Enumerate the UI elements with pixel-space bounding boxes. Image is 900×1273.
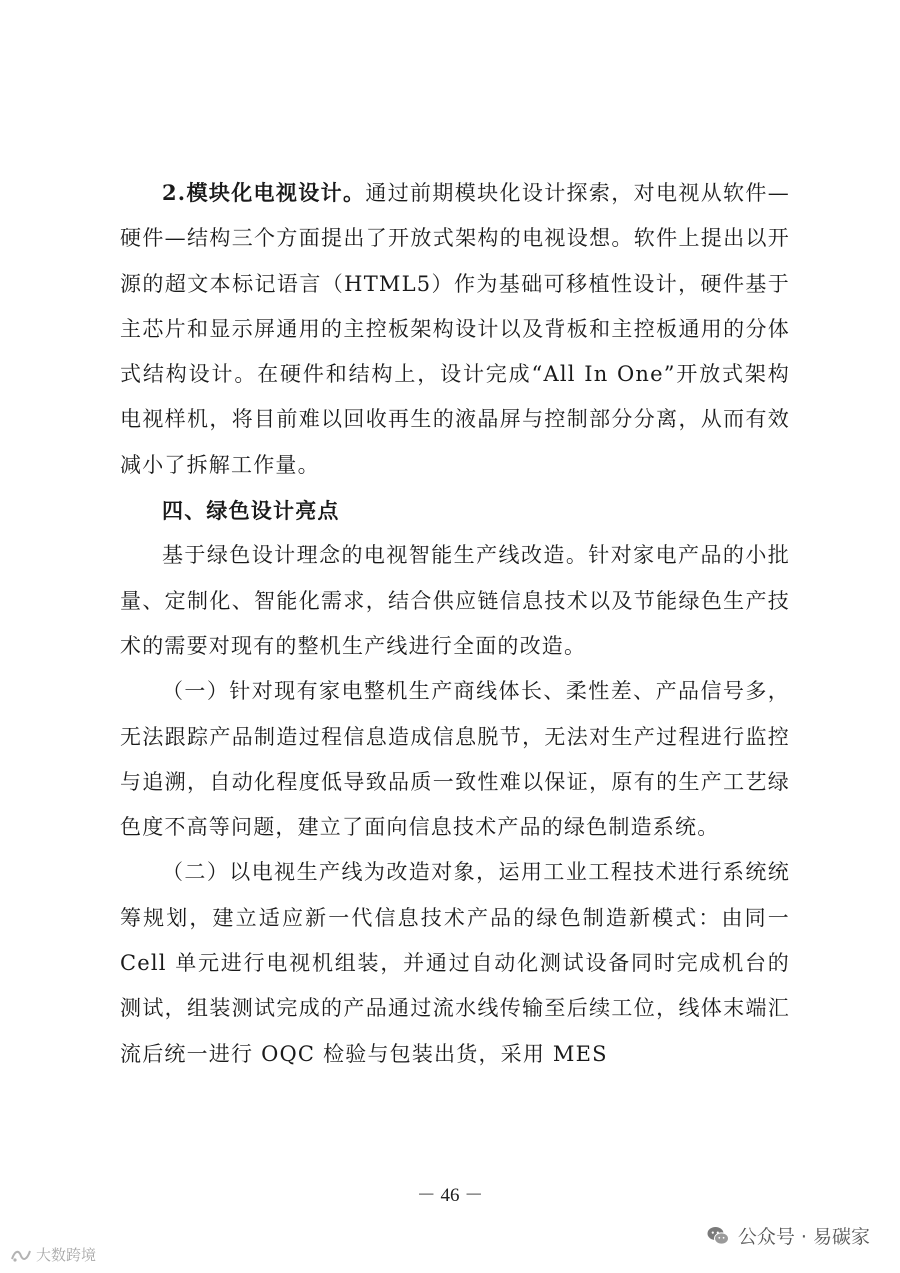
- page-number: － 46 －: [416, 1185, 484, 1206]
- watermark-left-text: 大数跨境: [36, 1246, 97, 1264]
- section-heading: 四、绿色设计亮点: [162, 498, 340, 524]
- paragraph-text: 通过前期模块化设计探索，对电视从软件—硬件—结构三个方面提出了开放式架构的电视设想。软件上提出以开源的超文本标记语言（HTML5）作为基础可移植性设计，硬件基于主芯片和显示屏通用的主控板架构设计以及背板和主控板通用的分体式结构设计。在硬件和结构上，设计完成“All In One”开放式架构电视样机，将目前难以回收再生的液晶屏与控制部分分离，从而有效减小了拆解工作量。: [120, 181, 790, 477]
- paragraph-item-one: [120, 669, 790, 850]
- wechat-icon: [706, 1224, 730, 1248]
- watermark-left: [10, 1244, 96, 1265]
- paragraph-modular-tv: [120, 170, 790, 488]
- paragraph-lead: 2.模块化电视设计。: [162, 180, 366, 205]
- paragraph-production-line: [120, 533, 790, 669]
- watermark-right-text: 公众号 · 易碳家: [737, 1226, 870, 1248]
- wave-logo-icon: [10, 1247, 32, 1263]
- watermark-right: [706, 1222, 870, 1249]
- body-text: [120, 170, 790, 1077]
- paragraph-text: （二）以电视生产线为改造对象，运用工业工程技术进行系统统筹规划，建立适应新一代信息技术产品的绿色制造新模式：由同一 Cell 单元进行电视机组装，并通过自动化测试设备同时完成机台的测试，组装测试完成的产品通过流水线传输至后续工位，线体末端汇流后统一进行 OQC 检验与包装出货，采用 MES: [120, 860, 790, 1066]
- paragraph-text: 基于绿色设计理念的电视智能生产线改造。针对家电产品的小批量、定制化、智能化需求，结合供应链信息技术以及节能绿色生产技术的需要对现有的整机生产线进行全面的改造。: [120, 543, 790, 658]
- paragraph-text: （一）针对现有家电整机生产商线体长、柔性差、产品信号多，无法跟踪产品制造过程信息造成信息脱节，无法对生产过程进行监控与追溯，自动化程度低导致品质一致性难以保证，原有的生产工艺绿色度不高等问题，建立了面向信息技术产品的绿色制造系统。: [120, 679, 790, 840]
- paragraph-item-two: [120, 850, 790, 1076]
